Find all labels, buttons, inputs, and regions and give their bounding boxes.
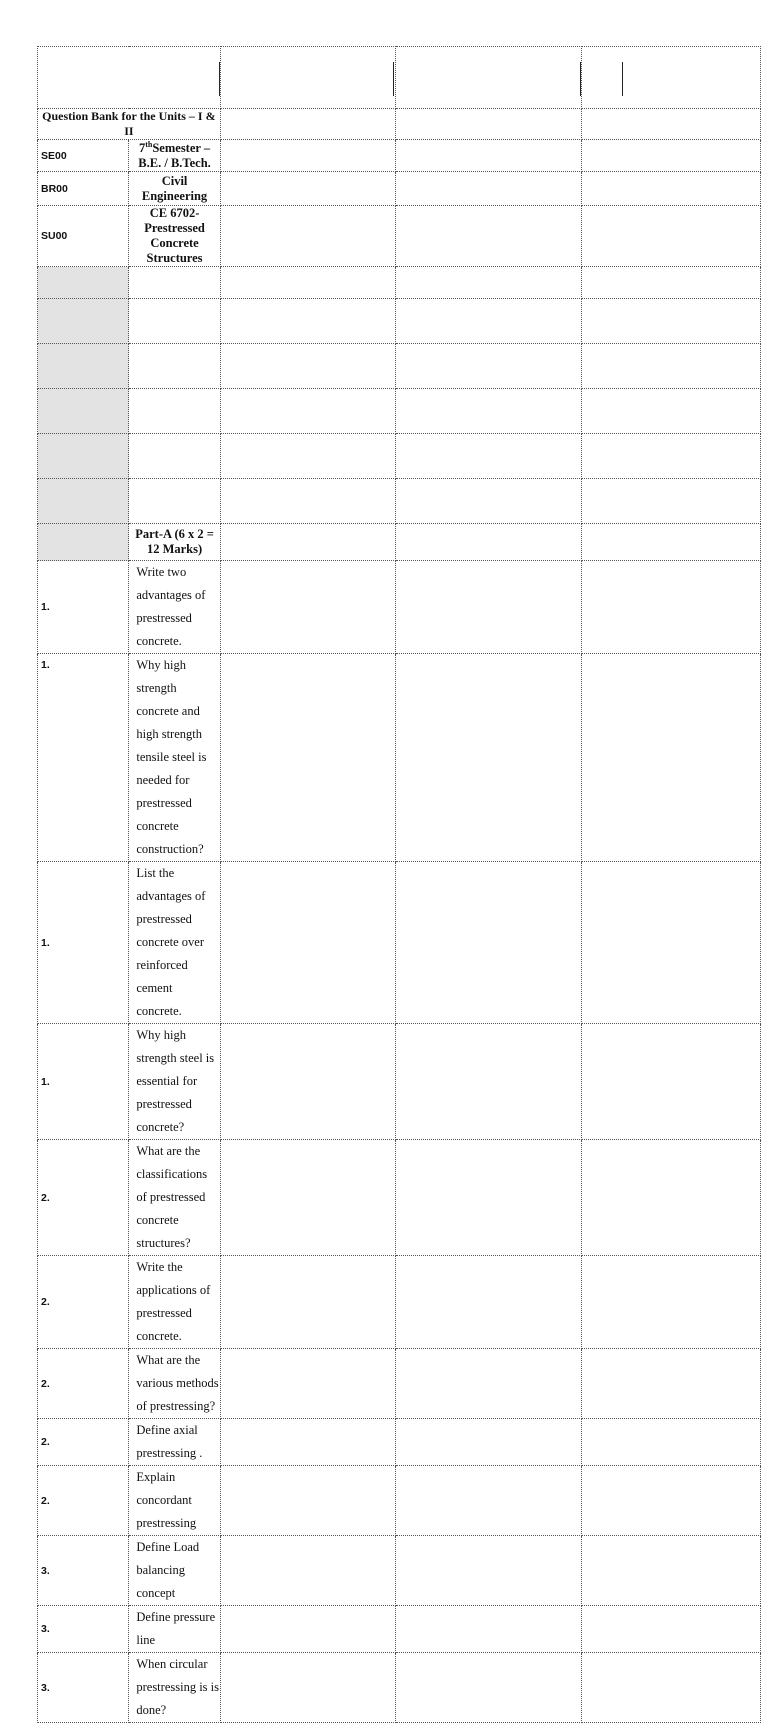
- subject-label: CE 6702- Prestressed Concrete Structures: [129, 206, 220, 267]
- question-row: [38, 1536, 761, 1606]
- blank-row: [38, 479, 761, 524]
- part-heading: Part-A (6 x 2 = 12 Marks): [129, 524, 220, 561]
- question-text: When circular prestressing is is done?: [129, 1653, 220, 1723]
- cursor-mark: [580, 62, 581, 96]
- semester-label: 7thSemester – B.E. / B.Tech.: [129, 140, 220, 172]
- cursor-mark: [622, 62, 623, 96]
- question-text: Why high strength concrete and high strength tensile steel is needed for prestressed concrete construction?: [129, 654, 220, 862]
- question-number: 1.: [38, 561, 129, 654]
- question-number: 2.: [38, 1419, 129, 1466]
- question-row: [38, 1419, 761, 1466]
- question-number: 1.: [38, 654, 129, 862]
- question-text: Define pressure line: [129, 1606, 220, 1653]
- question-row: [38, 1606, 761, 1653]
- question-number: 1.: [38, 862, 129, 1024]
- part-heading-row: [38, 524, 761, 561]
- question-number: 2.: [38, 1349, 129, 1419]
- subject-row: [38, 206, 761, 267]
- title-row: [38, 109, 761, 140]
- question-number: 1.: [38, 1024, 129, 1140]
- branch-code: BR00: [38, 172, 129, 206]
- question-row: [38, 1349, 761, 1419]
- semester-code: SE00: [38, 140, 129, 172]
- blank-row: [38, 389, 761, 434]
- question-number: 3.: [38, 1536, 129, 1606]
- document-title: Question Bank for the Units – I & II: [38, 109, 221, 140]
- question-number: 2.: [38, 1256, 129, 1349]
- semester-row: [38, 140, 761, 172]
- question-bank-table: [37, 46, 761, 1723]
- blank-row: [38, 299, 761, 344]
- question-row: [38, 1466, 761, 1536]
- question-row: [38, 1140, 761, 1256]
- question-text: Write two advantages of prestressed concrete.: [129, 561, 220, 654]
- blank-row: [38, 344, 761, 389]
- question-bank-sheet: [37, 46, 761, 1723]
- top-row: [38, 47, 761, 109]
- question-number: 3.: [38, 1606, 129, 1653]
- question-row: [38, 1653, 761, 1723]
- top-cell-a: [220, 47, 395, 109]
- question-text: What are the classifications of prestressed concrete structures?: [129, 1140, 220, 1256]
- question-number: 2.: [38, 1140, 129, 1256]
- question-text: Define axial prestressing .: [129, 1419, 220, 1466]
- blank-row: [38, 434, 761, 479]
- branch-row: [38, 172, 761, 206]
- blank-row: [38, 267, 761, 299]
- question-text: List the advantages of prestressed concrete over reinforced cement concrete.: [129, 862, 220, 1024]
- question-row: [38, 561, 761, 654]
- question-text: Why high strength steel is essential for prestressed concrete?: [129, 1024, 220, 1140]
- question-row: [38, 1024, 761, 1140]
- question-text: Write the applications of prestressed concrete.: [129, 1256, 220, 1349]
- question-number: 3.: [38, 1653, 129, 1723]
- cursor-mark: [393, 62, 394, 96]
- branch-label: Civil Engineering: [129, 172, 220, 206]
- top-cell-c: [582, 47, 761, 109]
- question-number: 2.: [38, 1466, 129, 1536]
- question-text: Explain concordant prestressing: [129, 1466, 220, 1536]
- question-text: What are the various methods of prestressing?: [129, 1349, 220, 1419]
- top-blank-cell: [38, 47, 221, 109]
- question-row: [38, 862, 761, 1024]
- question-text: Define Load balancing concept: [129, 1536, 220, 1606]
- question-row: [38, 654, 761, 862]
- top-cell-b: [395, 47, 582, 109]
- cursor-mark: [219, 62, 220, 96]
- question-row: [38, 1256, 761, 1349]
- subject-code: SU00: [38, 206, 129, 267]
